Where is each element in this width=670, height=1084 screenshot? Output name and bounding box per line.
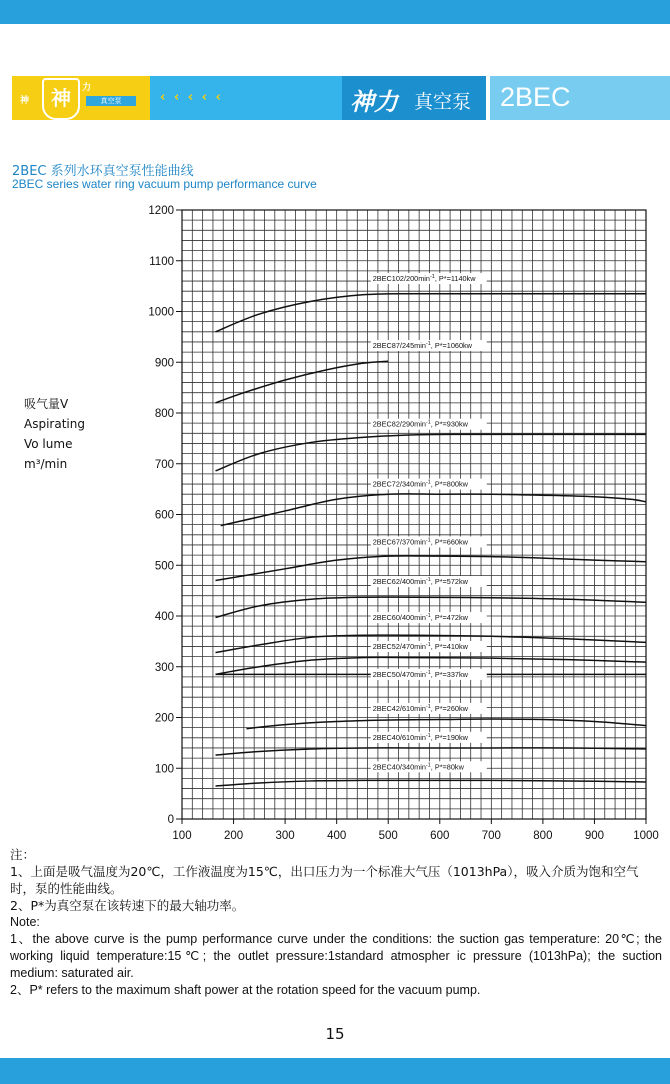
- series-label: $2BEC50/470\min^{-1}$, P*=337kw: [372, 669, 468, 679]
- x-tick-label: 700: [481, 830, 501, 842]
- y-label-line: 吸气量V: [24, 397, 69, 411]
- logo-badge: 神: [42, 78, 80, 120]
- y-tick-label: 500: [154, 560, 174, 573]
- x-tick-label: 100: [172, 830, 192, 842]
- top-color-band: [0, 0, 670, 24]
- chart-title-en: 2BEC series water ring vacuum pump performance curve: [12, 177, 317, 191]
- page-number: 15: [325, 1025, 345, 1043]
- x-tick-label: 600: [430, 830, 450, 842]
- series-label: $2BEC40/340\min^{-1}$, P*=80kw: [372, 762, 464, 772]
- notes-section: [10, 846, 662, 999]
- model-block: [490, 76, 670, 120]
- series-label: $2BEC42/610\min^{-1}$, P*=260kw: [372, 703, 468, 713]
- series-label: $2BEC72/340\min^{-1}$, P*=800kw: [372, 479, 468, 489]
- chevron-left-icon: ‹ ‹ ‹ ‹ ‹: [160, 90, 223, 105]
- model-name: 2BEC: [500, 82, 571, 112]
- brand-logo: [12, 76, 150, 120]
- series-label: $2BEC52/470\min^{-1}$, P*=410kw: [372, 641, 468, 651]
- series-line: [216, 294, 646, 332]
- series-label: $2BEC60/400\min^{-1}$, P*=472kw: [372, 613, 468, 623]
- logo-subtitle: 真空泵: [86, 96, 136, 106]
- y-label-line: Vo lume: [24, 437, 73, 451]
- y-tick-label: 600: [154, 509, 174, 522]
- x-tick-label: 800: [533, 830, 553, 842]
- note-cn-1: 1、上面是吸气温度为20℃，工作液温度为15℃，出口压力为一个标准大气压（1013hPa），吸入介质为饱和空气时，泵的性能曲线。: [10, 864, 639, 896]
- y-tick-label: 300: [154, 661, 174, 674]
- y-tick-label: 700: [154, 458, 174, 471]
- y-label-line: Aspirating: [24, 417, 85, 431]
- notes-heading: 注：: [10, 847, 36, 862]
- y-tick-label: 0: [167, 814, 174, 826]
- series-line: [216, 434, 646, 471]
- note-en-2: 2、P* refers to the maximum shaft power at the rotation speed for the vacuum pump.: [10, 983, 481, 997]
- note-en-heading: Note:: [10, 915, 40, 929]
- x-tick-label: 200: [223, 830, 244, 842]
- note-en-1: 1、the above curve is the pump performance curve under the conditions: the suction gas temperature: 20℃; the working liquid temperature:15℃; the outlet pressure:1standard atmospher ic pressure (1013hPa); the suction medium: saturated air.: [10, 932, 662, 980]
- series-line: [216, 361, 389, 403]
- series-line: [216, 748, 646, 755]
- brand-suffix: 真空泵: [414, 91, 472, 113]
- chart-title-cn: 2BEC 系列水环真空泵性能曲线: [12, 164, 194, 179]
- series-label: $2BEC40/610\min^{-1}$, P*=190kw: [372, 732, 468, 742]
- x-tick-label: 900: [584, 830, 605, 842]
- header-banner: [12, 76, 670, 120]
- series-label: $2BEC82/290\min^{-1}$, P*=930kw: [372, 419, 468, 429]
- x-tick-label: 1000: [633, 830, 659, 842]
- y-tick-label: 900: [154, 357, 174, 370]
- y-label-line: m³/min: [24, 457, 68, 471]
- x-tick-label: 300: [275, 830, 295, 842]
- logo-right-char: 力: [82, 83, 92, 93]
- brand-name: 神力: [350, 88, 398, 116]
- series-line: [216, 780, 646, 786]
- y-tick-label: 800: [154, 408, 174, 420]
- series-line: [221, 494, 646, 526]
- series-line: [246, 719, 646, 729]
- y-tick-label: 200: [154, 712, 174, 725]
- x-tick-label: 400: [327, 830, 347, 842]
- y-tick-label: 1200: [148, 205, 174, 217]
- brand-title-block: [342, 76, 486, 120]
- y-tick-label: 100: [154, 763, 174, 776]
- header-arrow-strip: [150, 76, 342, 120]
- x-tick-label: 500: [378, 830, 398, 842]
- series-label: $2BEC62/400\min^{-1}$, P*=572kw: [372, 577, 468, 587]
- series-label: $2BEC87/245\min^{-1}$, P*=1060kw: [372, 341, 472, 351]
- series-label: $2BEC102/200\min^{-1}$, P*=1140kw: [372, 274, 476, 284]
- bottom-color-band: [0, 1058, 670, 1084]
- logo-left-char: 神: [20, 96, 30, 106]
- performance-chart: [0, 190, 670, 850]
- y-tick-label: 400: [154, 611, 174, 623]
- note-cn-2: 2、P*为真空泵在该转速下的最大轴功率。: [10, 898, 245, 913]
- y-tick-label: 1000: [148, 306, 174, 319]
- series-label: $2BEC67/370\min^{-1}$, P*=660kw: [372, 537, 468, 547]
- y-tick-label: 1100: [149, 255, 174, 268]
